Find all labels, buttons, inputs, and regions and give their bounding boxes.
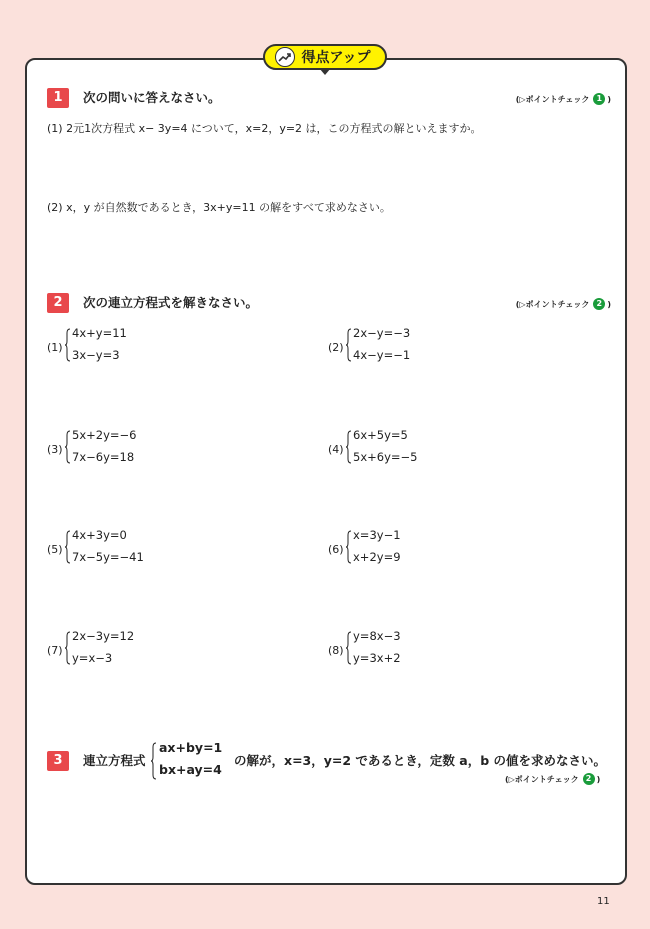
- problem-number: (4): [328, 443, 344, 456]
- equation-2: bx+ay=4: [159, 762, 222, 777]
- problem-number: (3): [47, 443, 63, 456]
- equation-1: y=8x−3: [353, 629, 401, 643]
- equation-2: y=3x+2: [353, 651, 401, 665]
- brace-icon: [65, 328, 71, 362]
- question-3-suffix: の解が，x=3，y=2 であるとき，定数 a，b の値を求めなさい。: [234, 753, 606, 768]
- equation-1: x=3y−1: [353, 528, 401, 542]
- problem-number: (7): [47, 644, 63, 657]
- equation-2: 3x−y=3: [72, 348, 120, 362]
- question-number: (2): [47, 201, 63, 214]
- badge-label: 得点アップ: [301, 50, 371, 66]
- question-text: x，y が自然数であるとき，3x+y=11 の解をすべて求めなさい。: [66, 201, 391, 214]
- point-check-link[interactable]: (▷ポイントチェック 1 ): [515, 94, 611, 104]
- brace-icon: [65, 631, 71, 665]
- section-number: 3: [47, 751, 69, 771]
- section-2-header: [47, 293, 611, 313]
- equation-1: 4x+y=11: [72, 326, 127, 340]
- equation-1: 4x+3y=0: [72, 528, 127, 542]
- point-check-label: (▷ポイントチェック: [505, 774, 579, 784]
- problem-number: (2): [328, 341, 344, 354]
- equation-1: 2x−3y=12: [72, 629, 135, 643]
- point-check-link[interactable]: (▷ポイントチェック 2 ): [515, 299, 611, 309]
- equation-1: ax+by=1: [159, 740, 223, 755]
- point-number: 2: [583, 773, 595, 785]
- section-number: 1: [47, 88, 69, 108]
- equation-1: 6x+5y=5: [353, 428, 408, 442]
- equation-2: x+2y=9: [353, 550, 401, 564]
- question-1-1: [47, 122, 482, 136]
- problem-number: (1): [47, 341, 63, 354]
- section-1-header: [47, 88, 611, 108]
- equation-2: 5x+6y=−5: [353, 450, 418, 464]
- trend-up-icon: [275, 47, 295, 67]
- brace-icon: [151, 742, 157, 780]
- equation-1: 5x+2y=−6: [72, 428, 137, 442]
- section-title: 次の連立方程式を解きなさい。: [83, 295, 259, 310]
- question-text: 2元1次方程式 x− 3y=4 について，x=2，y=2 は，この方程式の解といえますか。: [66, 122, 482, 135]
- question-3-system: [151, 740, 231, 784]
- problem-number: (5): [47, 543, 63, 556]
- brace-icon: [346, 530, 352, 564]
- score-up-badge: [263, 44, 386, 70]
- brace-icon: [346, 430, 352, 464]
- equation-2: y=x−3: [72, 651, 113, 665]
- equation-2: 4x−y=−1: [353, 348, 411, 362]
- question-number: (1): [47, 122, 63, 135]
- problem-number: (6): [328, 543, 344, 556]
- point-number: 1: [593, 93, 605, 105]
- page-number: 11: [597, 896, 610, 907]
- point-check-link[interactable]: (▷ポイントチェック 2 ): [505, 774, 601, 784]
- equation-2: 7x−6y=18: [72, 450, 135, 464]
- brace-icon: [346, 631, 352, 665]
- equation-1: 2x−y=−3: [353, 326, 411, 340]
- problem-number: (8): [328, 644, 344, 657]
- question-1-2: [47, 201, 391, 215]
- brace-icon: [346, 328, 352, 362]
- section-number: 2: [47, 293, 69, 313]
- point-check-label: (▷ポイントチェック: [515, 94, 590, 104]
- brace-icon: [65, 530, 71, 564]
- question-3-prefix: 連立方程式: [83, 753, 146, 768]
- point-check-label: (▷ポイントチェック: [515, 299, 590, 309]
- point-number: 2: [593, 298, 605, 310]
- brace-icon: [65, 430, 71, 464]
- section-title: 次の問いに答えなさい。: [83, 90, 221, 105]
- equation-2: 7x−5y=−41: [72, 550, 144, 564]
